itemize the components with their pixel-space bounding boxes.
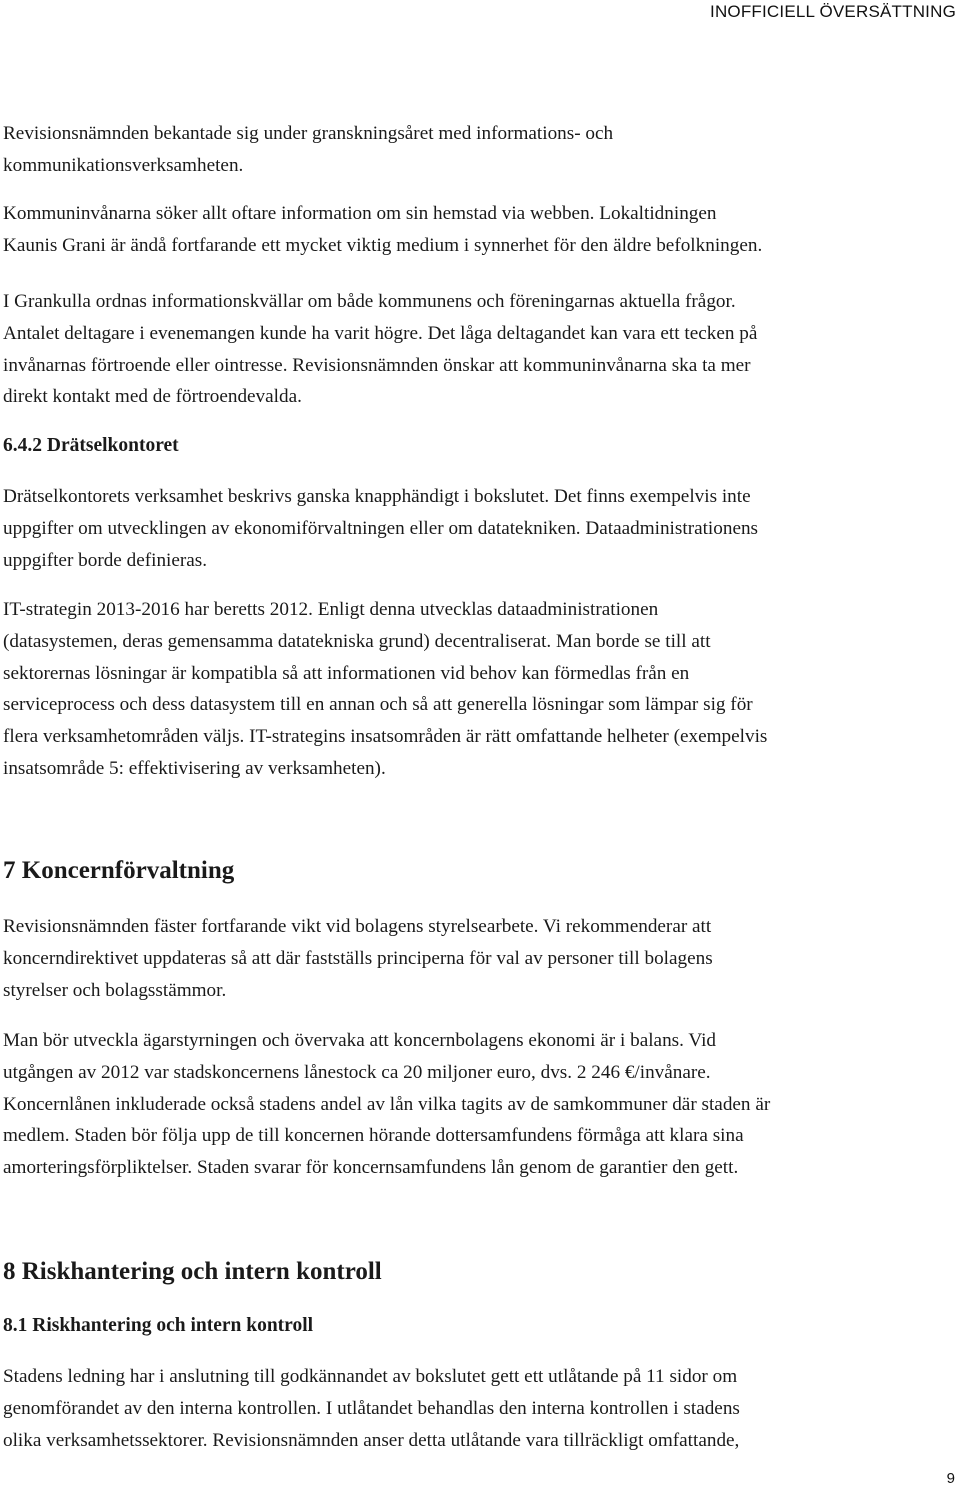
- text-line: Stadens ledning har i anslutning till godkännandet av bokslutet gett ett utlåtande på 11 sidor om: [3, 1366, 738, 1387]
- text-line: flera verksamhetområden väljs. IT-strategins insatsområden är rätt omfattande helheter (exempelvis: [3, 726, 768, 748]
- text-line: uppgifter om utvecklingen av ekonomiförvaltningen eller om datatekniken. Dataadministrationens: [3, 517, 759, 539]
- text-line: genomförandet av den interna kontrollen. I utlåtandet behandlas den interna kontrollen i stadens: [3, 1397, 740, 1419]
- text-line: Revisionsnämnden fäster fortfarande vikt vid bolagens styrelsearbete. Vi rekommenderar att: [3, 916, 712, 937]
- paragraph-information-2: [3, 198, 958, 262]
- text-line: utgången av 2012 var stadskoncernens lånestock ca 20 miljoner euro, dvs. 2 246 €/invånare.: [3, 1061, 711, 1083]
- document-header-label: INOFFICIELL ÖVERSÄTTNING: [710, 2, 956, 21]
- text-line: uppgifter borde definieras.: [3, 549, 208, 571]
- text-line: (datasystemen, deras gemensamma datatekniska grund) decentraliserat. Man borde se till att: [3, 630, 711, 652]
- text-line: Kommuninvånarna söker allt oftare information om sin hemstad via webben. Lokaltidningen: [3, 203, 717, 224]
- text-line: insatsområde 5: effektivisering av verksamheten).: [3, 757, 386, 779]
- text-line: Drätselkontorets verksamhet beskrivs ganska knapphändigt i bokslutet. Det finns exempelvis inte: [3, 486, 751, 507]
- heading-7: 7 Koncernförvaltning: [3, 857, 235, 884]
- heading-6-4-2: 6.4.2 Drätselkontoret: [3, 435, 179, 456]
- text-line: amorteringsförpliktelser. Staden svarar för koncernsamfundens lån genom de garantier den gett.: [3, 1157, 739, 1179]
- text-line: sektorernas lösningar är kompatibla så att informationen vid behov kan förmedlas från en: [3, 662, 690, 684]
- paragraph-dratselkontoret-1: [3, 481, 958, 576]
- text-line: serviceprocess och dess datasystem till en annan och så att generella lösningar som lämpar sig för: [3, 694, 753, 716]
- text-line: Antalet deltagare i evenemangen kunde ha varit högre. Det låga deltagandet kan vara ett tecken på: [3, 322, 758, 344]
- text-line: koncerndirektivet uppdateras så att där fastställs principerna för val av personer till bolagens: [3, 947, 713, 969]
- paragraph-koncern-1: [3, 911, 958, 1006]
- text-line: Koncernlånen inkluderade också stadens andel av lån vilka tagits av de samkommuner där staden är: [3, 1093, 771, 1115]
- page-number: 9: [946, 1470, 955, 1487]
- heading-8-1: 8.1 Riskhantering och intern kontroll: [3, 1315, 314, 1336]
- text-line: olika verksamhetssektorer. Revisionsnämnden anser detta utlåtande vara tillräckligt omfattande,: [3, 1429, 740, 1451]
- paragraph-information-1: [3, 118, 958, 182]
- paragraph-information-3: [3, 286, 958, 413]
- text-line: Man bör utveckla ägarstyrningen och övervaka att koncernbolagens ekonomi är i balans. Vid: [3, 1030, 717, 1051]
- text-line: kommunikationsverksamheten.: [3, 154, 244, 176]
- text-line: I Grankulla ordnas informationskvällar om både kommunens och föreningarnas aktuella frågor.: [3, 291, 736, 312]
- paragraph-it-strategy: [3, 594, 958, 785]
- text-line: invånarnas förtroende eller ointresse. Revisionsnämnden önskar att kommuninvånarna ska ta mer: [3, 354, 751, 376]
- text-line: styrelser och bolagsstämmor.: [3, 979, 227, 1001]
- text-line: Revisionsnämnden bekantade sig under granskningsåret med informations- och: [3, 123, 614, 144]
- text-line: IT-strategin 2013-2016 har beretts 2012. Enligt denna utvecklas dataadministrationen: [3, 599, 659, 620]
- text-line: Kaunis Grani är ändå fortfarande ett mycket viktig medium i synnerhet för den äldre befolkningen.: [3, 234, 763, 256]
- paragraph-koncern-2: [3, 1025, 958, 1184]
- heading-8: 8 Riskhantering och intern kontroll: [3, 1258, 382, 1285]
- text-line: medlem. Staden bör följa upp de till koncernen hörande dottersamfundens förmåga att klara sina: [3, 1125, 744, 1147]
- text-line: direkt kontakt med de förtroendevalda.: [3, 386, 302, 408]
- paragraph-risk-1: [3, 1361, 958, 1456]
